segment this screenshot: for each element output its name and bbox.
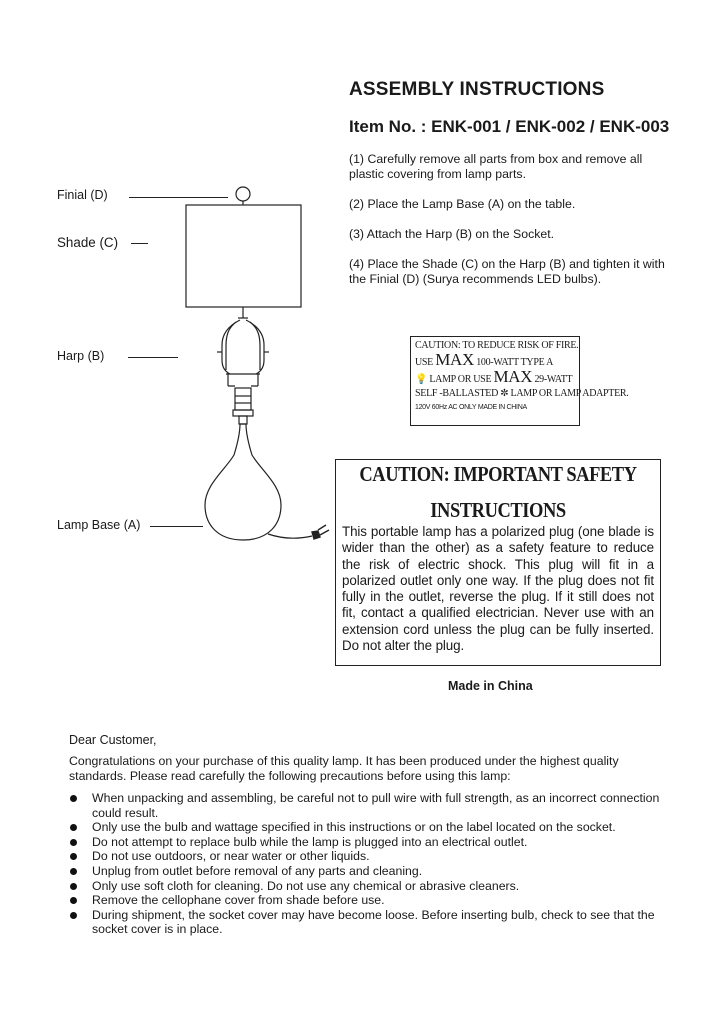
step-3: (3) Attach the Harp (B) on the Socket. [349,227,555,241]
label-footer: 120V 60Hz AC ONLY MADE IN CHINA [415,404,527,411]
safety-instructions-box [335,459,661,666]
step-1: (1) Carefully remove all parts from box and remove all plastic covering from lamp parts. [349,152,643,181]
bullet-icon [70,868,77,875]
precaution-text: When unpacking and assembling, be careful not to pull wire with full strength, as an incorrect connection could result. [92,791,660,820]
label-lamp-or-use: LAMP OR USE [429,374,492,385]
socket-shape [233,388,253,424]
harp-label: Harp (B) [57,349,105,363]
label-wattage-2: 29-WATT [534,374,573,385]
precaution-text: Unplug from outlet before removal of any parts and cleaning. [92,863,423,878]
made-in-label: Made in China [448,679,533,693]
harp-leader-line [128,357,178,358]
item-number: Item No. : ENK-001 / ENK-002 / ENK-003 [349,117,670,136]
bullet-icon [70,853,77,860]
shade-label: Shade (C) [57,235,119,250]
bullet-icon [70,897,77,904]
finial-label: Finial (D) [57,188,108,202]
label-self-ballasted: SELF -BALLASTED [415,388,499,399]
bullet-icon [70,824,77,831]
list-item [68,879,668,894]
bulb-icon: 💡 [415,374,428,385]
precaution-text: Only use the bulb and wattage specified in this instructions or on the label located on the socket. [92,820,616,835]
label-line-1: CAUTION: TO REDUCE RISK OF FIRE. [415,340,579,351]
precaution-text: Do not use outdoors, or near water or other liquids. [92,849,370,864]
label-max-1: MAX [435,350,474,369]
precaution-text: During shipment, the socket cover may have become loose. Before inserting bulb, check to see that the socket cover is in place. [92,907,655,937]
bullet-icon [70,795,77,802]
safety-heading-line-2: INSTRUCTIONS [430,498,566,522]
list-item [68,820,668,835]
safety-body: This portable lamp has a polarized plug (one blade is wider than the other) as a safety feature to reduce the risk of electric shock. This plug will fit in a polarized outlet only one way. If the plug does not fit fully in the outlet, reverse the plug. If it still does not fit, contact a qualified electrician. Never use with an extension cord unless the plug can be fully inserted. Do not alter the plug. [342,524,654,654]
safety-heading-line-1: CAUTION: IMPORTANT SAFETY [359,462,637,486]
list-item [68,893,668,908]
base-leader-line [150,526,203,527]
bullet-icon [70,912,77,919]
finial-leader-line [129,197,228,198]
label-wattage-1: 100-WATT TYPE A [476,357,553,368]
finial-shape [236,187,250,201]
shade-leader-line [131,243,148,244]
bullet-icon [70,883,77,890]
precautions-list [68,791,668,937]
label-lamp-adapter: LAMP OR LAMP ADAPTER. [510,388,629,399]
bullet-icon [70,839,77,846]
label-max-2: MAX [493,367,533,386]
precaution-text: Remove the cellophane cover from shade before use. [92,893,385,908]
list-item [68,864,668,879]
precaution-text: Do not attempt to replace bulb while the lamp is plugged into an electrical outlet. [92,834,528,849]
list-item [68,849,668,864]
shade-shape [186,205,301,307]
base-label: Lamp Base (A) [57,518,141,532]
step-2: (2) Place the Lamp Base (A) on the table. [349,197,576,211]
label-use: USE [415,357,433,368]
step-4: (4) Place the Shade (C) on the Harp (B) and tighten it with the Finial (D) (Surya recommends LED bulbs). [349,257,665,286]
harp-shape [217,307,269,386]
list-item [68,835,668,850]
plug-shape [312,525,329,539]
intro-paragraph: Congratulations on your purchase of this quality lamp. It has been produced under the highest quality standards. Please read carefully the following precautions before using this lamp: [69,754,619,783]
cord-shape [268,534,312,538]
precaution-text: Only use soft cloth for cleaning. Do not use any chemical or abrasive cleaners. [92,878,520,893]
greeting: Dear Customer, [69,733,157,747]
cfl-bulb-icon: ✼ [500,388,509,399]
list-item [68,791,668,820]
base-shape [205,424,281,540]
page-title: ASSEMBLY INSTRUCTIONS [349,79,605,100]
caution-label [410,336,629,426]
list-item [68,908,668,937]
